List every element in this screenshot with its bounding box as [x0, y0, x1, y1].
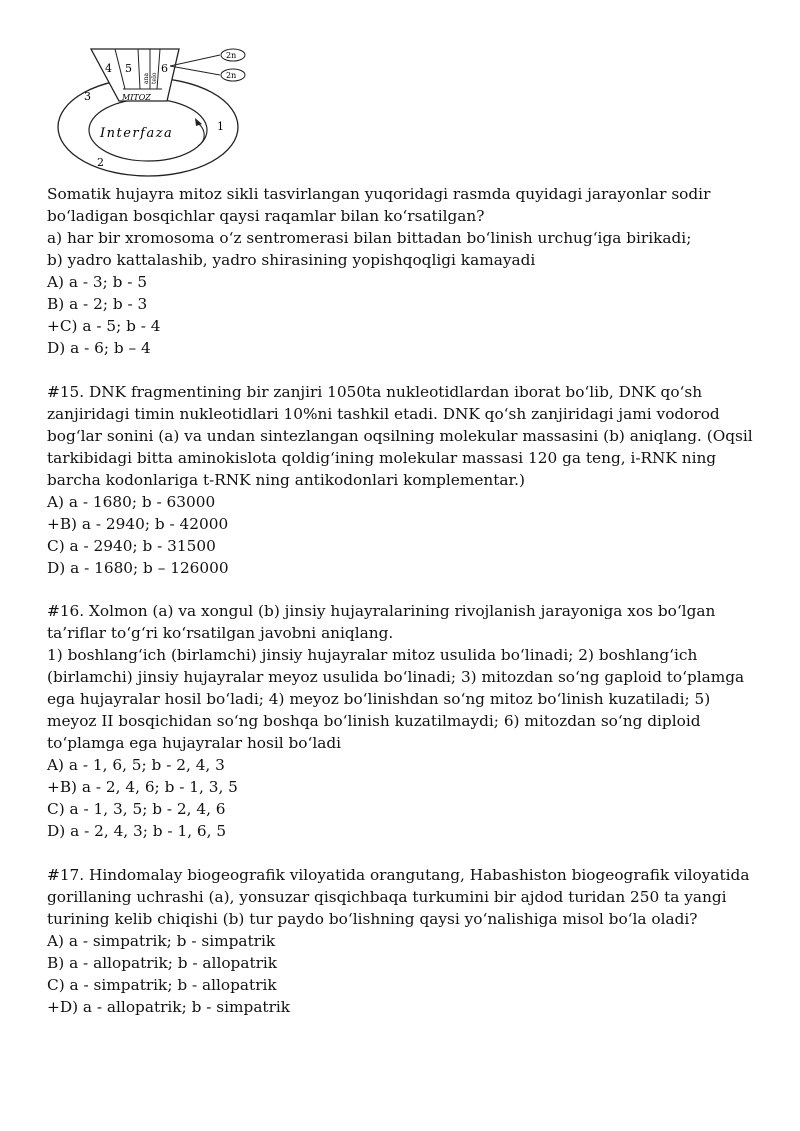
phase-number: 2	[97, 156, 104, 169]
answer-option: A) a - 1680; b - 63000	[47, 492, 216, 511]
answer-option: +B) a - 2940; b - 42000	[47, 514, 229, 533]
answer-option: A) a - simpatrik; b - simpatrik	[47, 931, 276, 950]
phase-number: 6	[161, 62, 168, 75]
answer-option: +C) a - 5; b - 4	[47, 317, 161, 335]
answer-option: B) a - 2; b - 3	[47, 295, 148, 313]
callout-line	[170, 66, 220, 75]
answer-option: A) a - 1, 6, 5; b - 2, 4, 3	[47, 756, 225, 774]
question-text-line: 1) boshlang‘ich (birlamchi) jinsiy hujayralar mitoz usulida bo‘linadi; 2) boshlang‘ich	[47, 646, 698, 664]
answer-option: C) a - 2940; b - 31500	[47, 536, 216, 555]
question-text-line: #17. Hindomalay biogeografik viloyatida orangutang, Habashiston biogeografik viloyatida	[47, 865, 750, 884]
answer-option: +B) a - 2, 4, 6; b - 1, 3, 5	[47, 778, 238, 796]
callout-label: 2n	[226, 51, 237, 60]
question-text-line: ega hujayralar hosil bo‘ladi; 4) meyoz bo‘linishdan so‘ng mitoz bo‘linish kuzatiladi; 5)	[47, 690, 711, 708]
answer-option: C) a - simpatrik; b - allopatrik	[47, 975, 277, 994]
question-text-line: to‘plamga ega hujayralar hosil bo‘ladi	[47, 734, 342, 752]
question-text-line: #16. Xolmon (a) va xongul (b) jinsiy hujayralarining rivojlanish jarayoniga xos bo‘lgan	[47, 602, 716, 620]
interfaza-label: Interfaza	[100, 126, 174, 141]
phase-number: 1	[217, 120, 224, 133]
question-text-line: turining kelib chiqishi (b) tur paydo bo‘lishning qaysi yo‘nalishiga misol bo‘la oladi?	[47, 909, 698, 928]
question-text-line: bo‘ladigan bosqichlar qaysi raqamlar bilan ko‘rsatilgan?	[47, 207, 485, 225]
question-text-line: #15. DNK fragmentining bir zanjiri 1050ta nukleotidlardan iborat bo‘lib, DNK qo‘sh	[47, 382, 703, 401]
question-text-line: ta’riflar to‘g‘ri ko‘rsatilgan javobni aniqlang.	[47, 624, 394, 642]
phase-number: 4	[105, 62, 112, 75]
question-text-line: barcha kodonlariga t-RNK ning antikodonlari komplementar.)	[47, 470, 525, 489]
answer-option: C) a - 1, 3, 5; b - 2, 4, 6	[47, 800, 226, 818]
question-text-line: a) har bir xromosoma o‘z sentromerasi bilan bittadan bo‘linish urchug‘iga birikadi;	[47, 229, 692, 247]
question-text-line: (birlamchi) jinsiy hujayralar meyoz usulida bo‘linadi; 3) mitozdan so‘ng gaploid to‘plamga	[47, 668, 745, 686]
question-text-line: gorillaning uchrashi (a), yonsuzar qisqichbaqa turkumini bir ajdod turidan 250 ta yangi	[47, 887, 727, 906]
phase-sublabel: telo	[151, 72, 158, 84]
phase-sublabel: ana	[143, 72, 150, 84]
question-text-line: bog‘lar sonini (a) va undan sintezlangan oqsilning molekular massasini (b) aniqlang. (Oqsil	[47, 426, 753, 445]
question-content	[47, 183, 767, 1018]
phase-number: 5	[125, 62, 132, 75]
phase-number: 3	[84, 90, 91, 103]
question-text-line: tarkibidagi bitta aminokislota qoldig‘ining molekular massasi 120 ga teng, i-RNK ning	[47, 448, 717, 467]
question-text-line: meyoz II bosqichidan so‘ng boshqa bo‘linish kuzatilmaydi; 6) mitozdan so‘ng diploid	[47, 712, 701, 730]
question-text-line: b) yadro kattalashib, yadro shirasining yopishqoqligi kamayadi	[47, 251, 536, 269]
answer-option: D) a - 1680; b – 126000	[47, 558, 229, 577]
arrow-head	[195, 118, 202, 126]
question-text-line: zanjiridagi timin nukleotidlari 10%ni tashkil etadi. DNK qo‘sh zanjiridagi jami vodorod	[47, 404, 720, 423]
answer-option: A) a - 3; b - 5	[47, 273, 148, 291]
answer-option: +D) a - allopatrik; b - simpatrik	[47, 997, 291, 1016]
question-text-line: Somatik hujayra mitoz sikli tasvirlangan yuqoridagi rasmda quyidagi jarayonlar sodir	[47, 185, 711, 203]
mitoz-label: MITOZ	[122, 93, 151, 102]
answer-option: D) a - 2, 4, 3; b - 1, 6, 5	[47, 822, 227, 840]
answer-option: B) a - allopatrik; b - allopatrik	[47, 953, 278, 972]
answer-option: D) a - 6; b – 4	[47, 339, 151, 357]
mitosis-cycle-diagram	[50, 44, 265, 179]
callout-label: 2n	[226, 71, 237, 80]
